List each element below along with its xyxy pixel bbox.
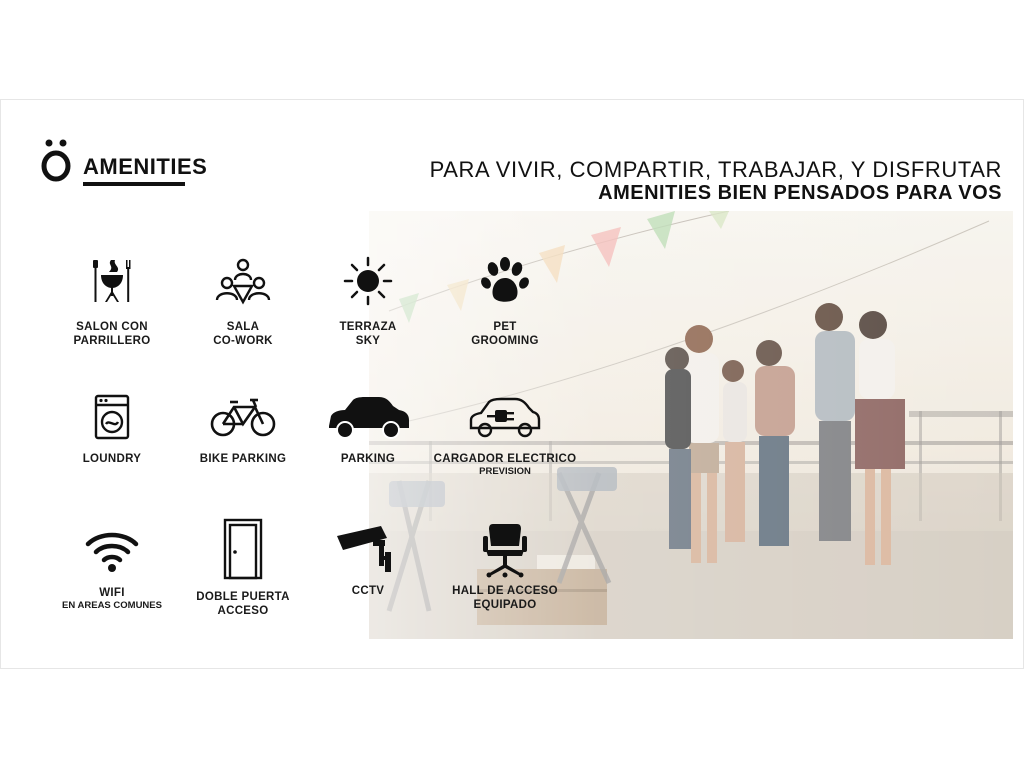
amenity-double-door xyxy=(178,518,308,618)
logo-icon xyxy=(39,138,73,182)
grill-icon xyxy=(87,256,137,306)
amenity-laundry xyxy=(47,392,177,466)
amenity-label: EQUIPADO xyxy=(473,599,537,611)
title-underline xyxy=(83,182,185,186)
amenity-wifi xyxy=(47,526,177,612)
amenity-label: CARGADOR ELECTRICO xyxy=(433,453,577,465)
amenity-pet xyxy=(440,256,570,348)
amenities-slide xyxy=(0,99,1024,669)
amenity-label: DOBLE PUERTA xyxy=(196,591,290,603)
page-title: AMENITIES xyxy=(83,154,208,179)
amenity-label: CCTV xyxy=(351,585,385,597)
amenity-label: BIKE PARKING xyxy=(199,453,287,465)
paw-icon xyxy=(480,256,530,306)
amenity-grill xyxy=(47,256,177,348)
amenity-ev-charger xyxy=(422,392,588,478)
amenity-bike-parking xyxy=(178,392,308,466)
amenity-hall xyxy=(440,522,570,612)
amenity-label: PARKING xyxy=(340,453,396,465)
amenity-cowork xyxy=(178,256,308,348)
amenity-label: ACCESO xyxy=(217,605,269,617)
car-icon xyxy=(325,392,411,442)
cctv-icon xyxy=(335,522,401,576)
sun-icon xyxy=(342,256,394,306)
amenity-label: TERRAZA xyxy=(339,321,397,333)
amenity-label: HALL DE ACCESO xyxy=(452,585,558,597)
amenity-label: GROOMING xyxy=(471,335,539,347)
amenity-label: SKY xyxy=(355,335,381,347)
amenity-parking xyxy=(303,392,433,466)
door-icon xyxy=(218,518,268,580)
amenity-label: WIFI xyxy=(99,587,125,599)
amenity-sublabel: EN AREAS COMUNES xyxy=(62,600,162,611)
bicycle-icon xyxy=(209,392,277,442)
amenity-label: CO-WORK xyxy=(213,335,273,347)
amenity-cctv xyxy=(303,522,433,598)
electric-car-icon xyxy=(467,392,543,442)
amenity-label: SALA xyxy=(226,321,260,333)
wifi-icon xyxy=(84,526,140,576)
amenity-label: LOUNDRY xyxy=(82,453,142,465)
amenity-sublabel: PREVISION xyxy=(479,466,531,477)
washing-machine-icon xyxy=(87,392,137,442)
amenity-terrace xyxy=(303,256,433,348)
amenity-label: PET xyxy=(493,321,517,333)
tagline-line2: AMENITIES BIEN PENSADOS PARA VOS xyxy=(598,182,1002,204)
amenity-label: SALON CON xyxy=(76,321,148,333)
amenity-label: PARRILLERO xyxy=(73,335,151,347)
coworking-icon xyxy=(214,256,272,306)
office-chair-icon xyxy=(478,522,532,578)
tagline-line1: PARA VIVIR, COMPARTIR, TRABAJAR, Y DISFRUTAR xyxy=(429,157,1002,182)
